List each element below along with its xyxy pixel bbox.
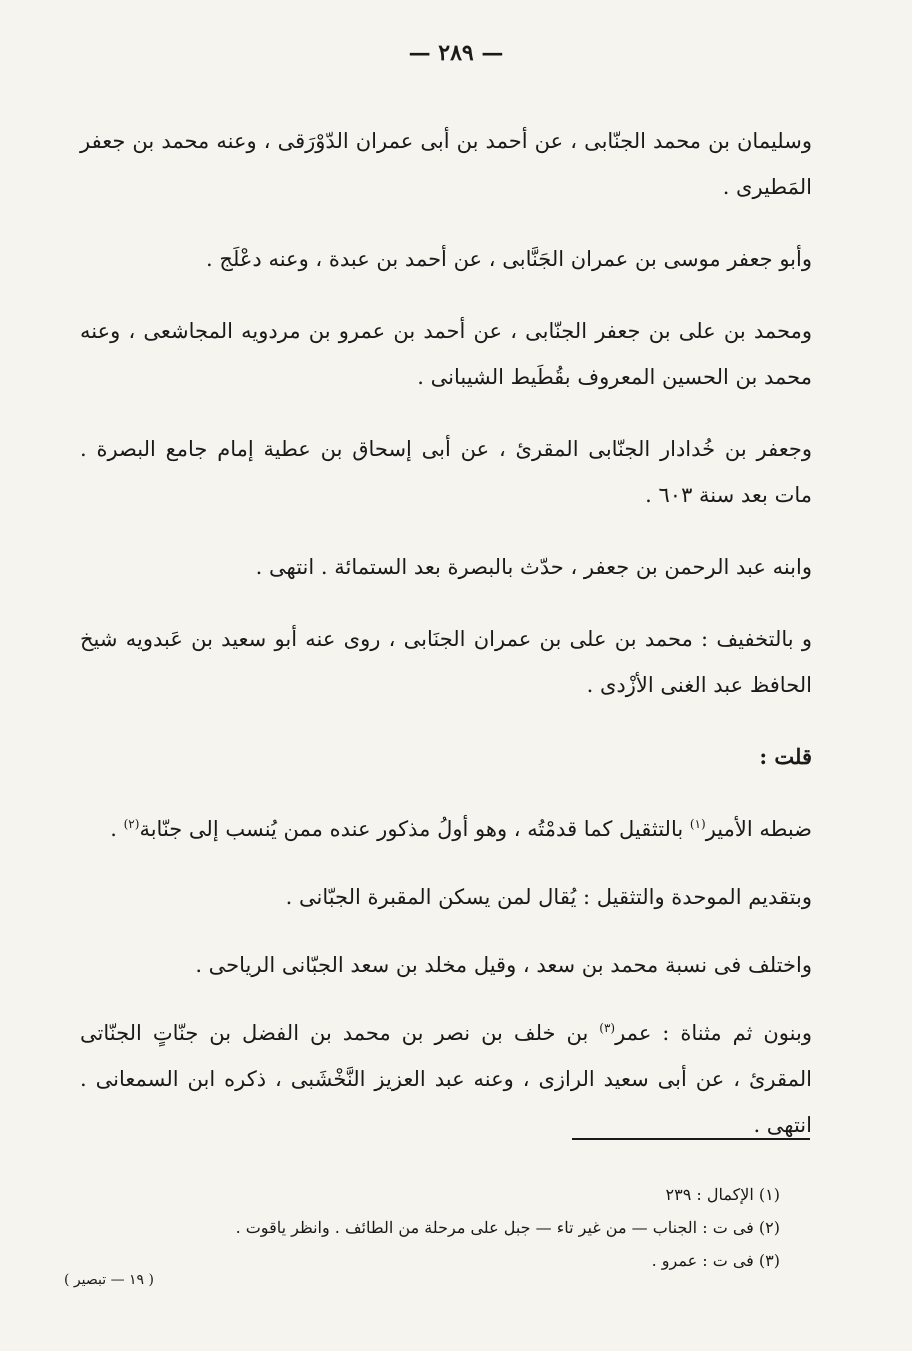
paragraph-ikhtilaf: واختلف فى نسبة محمد بن سعد ، وقيل مخلد بن سعد الجبّانى الرياحى . xyxy=(195,953,812,977)
body-text xyxy=(80,118,812,1174)
section-heading: قلت : xyxy=(759,744,812,769)
text-fragment: بالتثقيل كما قدمْتُه ، وهو أولُ مذكور عنده ممن يُنسب إلى جنّابة xyxy=(139,817,690,841)
footnote-ref-1: (١) xyxy=(689,817,706,831)
page-number: — ٢٨٩ — xyxy=(408,40,504,66)
footnotes xyxy=(180,1178,780,1277)
footnote: (٣) فى ت : عمرو . xyxy=(651,1251,780,1270)
paragraph-amir xyxy=(80,806,812,852)
paragraph: وجعفر بن خُدادار الجنّابى المقرئ ، عن أبى إسحاق بن عطية إمام جامع البصرة . مات بعد سنة ٦٠٣ . xyxy=(80,437,812,507)
footnote-ref-3: (٣) xyxy=(599,1021,616,1035)
text-fragment: ضبطه الأمير xyxy=(705,817,812,841)
paragraph: وسليمان بن محمد الجنّابى ، عن أحمد بن أبى عمران الدّوْرَقى ، وعنه محمد بن جعفر المَطيرى . xyxy=(80,129,812,199)
paragraph-umar xyxy=(80,1010,812,1148)
paragraph-muwahhada: وبتقديم الموحدة والتثقيل : يُقال لمن يسكن المقبرة الجبّانى . xyxy=(285,885,812,909)
printer-signature: ( ١٩ — تبصير ) xyxy=(64,1272,154,1288)
footnote-divider xyxy=(572,1138,810,1140)
text-fragment: . xyxy=(110,817,124,841)
text-fragment: بن خلف بن نصر بن محمد بن الفضل بن جنّاتٍ الجنّاتى المقرئ ، عن أبى سعيد الرازى ، وعنه عبد العزيز النَّخْشَبى ، ذكره ابن السمعانى . انتهى . xyxy=(80,1021,812,1137)
paragraph: ومحمد بن على بن جعفر الجنّابى ، عن أحمد بن عمرو بن مردويه المجاشعى ، وعنه محمد بن الحسين المعروف بقُطَيط الشيبانى . xyxy=(80,319,812,389)
paragraph: وابنه عبد الرحمن بن جعفر ، حدّث بالبصرة بعد الستمائة . انتهى . xyxy=(255,555,812,579)
footnote: (١) الإكمال : ٢٣٩ xyxy=(665,1185,780,1204)
text-fragment: وبنون ثم مثناة : عمر xyxy=(615,1021,812,1045)
footnote-ref-2: (٢) xyxy=(123,817,140,831)
paragraph: و بالتخفيف : محمد بن على بن عمران الجنَابى ، روى عنه أبو سعيد بن عَبدويه شيخ الحافظ عبد الغنى الأزْدى . xyxy=(80,627,812,697)
footnote: (٢) فى ت : الجناب — من غير تاء — جبل على مرحلة من الطائف . وانظر ياقوت . xyxy=(235,1218,780,1237)
paragraph: وأبو جعفر موسى بن عمران الجَنَّابى ، عن أحمد بن عبدة ، وعنه دعْلَج . xyxy=(206,247,812,271)
